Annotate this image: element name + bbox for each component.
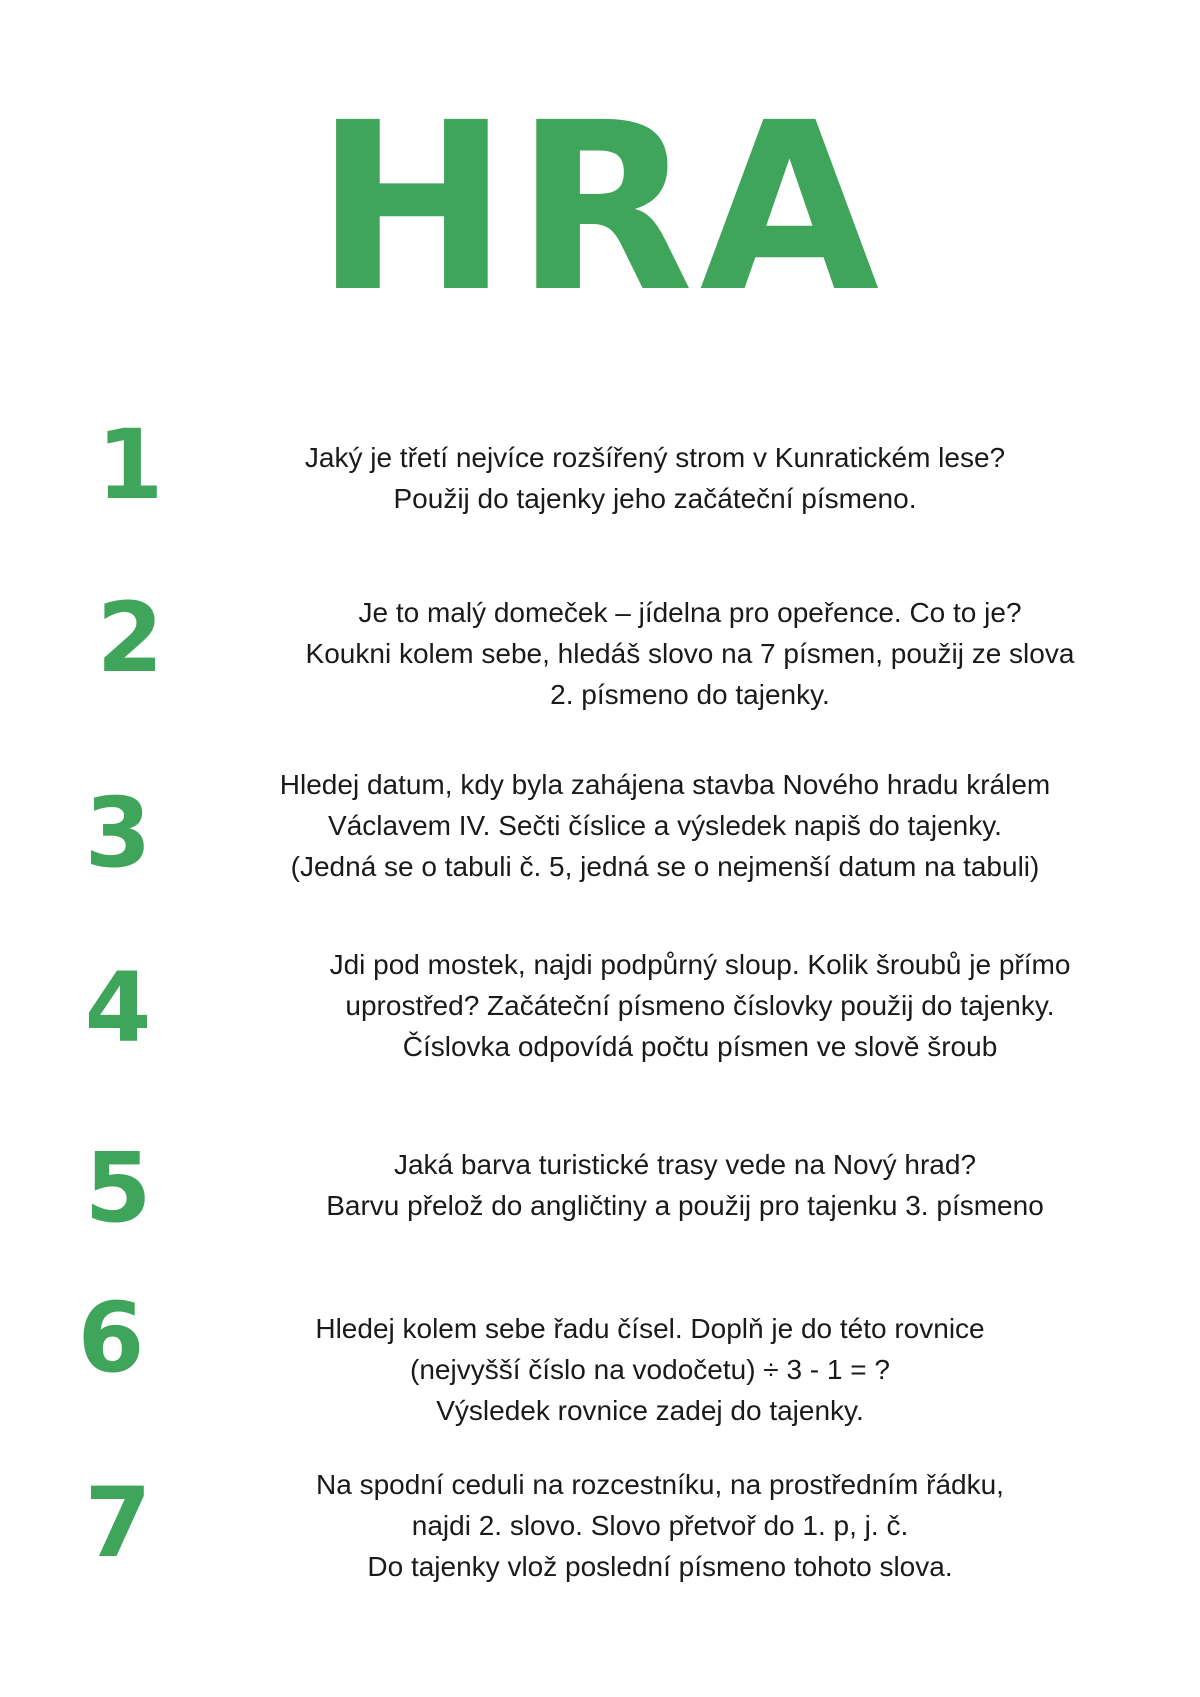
task-line: najdi 2. slovo. Slovo přetvoř do 1. p, j. č. — [411, 1510, 909, 1541]
task-text — [235, 944, 1165, 1067]
task-number: 2 — [96, 582, 164, 694]
task-line: 2. písmeno do tajenky. — [550, 679, 830, 710]
task-number: 5 — [84, 1132, 152, 1244]
task-text — [200, 1308, 1100, 1431]
task-number: 7 — [84, 1467, 152, 1579]
task-line: Číslovka odpovídá počtu písmen ve slově šroub — [402, 1031, 998, 1062]
task-line: Jdi pod mostek, najdi podpůrný sloup. Kolik šroubů je přímo — [329, 949, 1071, 980]
task-line: Použij do tajenky jeho začáteční písmeno. — [393, 483, 917, 514]
task-line: (nejvyšší číslo na vodočetu) ÷ 3 - 1 = ? — [410, 1354, 890, 1385]
task-text — [225, 1144, 1145, 1226]
task-number: 4 — [84, 952, 152, 1064]
task-number: 3 — [84, 777, 152, 889]
task-line: Je to malý domeček – jídelna pro opeřence. Co to je? — [358, 597, 1022, 628]
task-line: Koukni kolem sebe, hledáš slovo na 7 písmen, použij ze slova — [305, 638, 1075, 669]
task-line: Hledej datum, kdy byla zahájena stavba Nového hradu králem — [279, 769, 1051, 800]
task-line: Barvu přelož do angličtiny a použij pro tajenku 3. písmeno — [326, 1190, 1044, 1221]
task-number: 1 — [96, 409, 164, 521]
task-line: (Jedná se o tabuli č. 5, jedná se o nejmenší datum na tabuli) — [290, 851, 1040, 882]
task-text — [245, 437, 1065, 519]
task-line: Jaký je třetí nejvíce rozšířený strom v Kunratickém lese? — [304, 442, 1006, 473]
task-text — [200, 764, 1130, 887]
task-number: 6 — [77, 1282, 145, 1394]
task-line: Jaká barva turistické trasy vede na Nový hrad? — [393, 1149, 977, 1180]
task-line: Na spodní ceduli na rozcestníku, na prostředním řádku, — [316, 1469, 1004, 1500]
task-line: Václavem IV. Sečti číslice a výsledek napiš do tajenky. — [328, 810, 1002, 841]
task-line: Výsledek rovnice zadej do tajenky. — [436, 1395, 864, 1426]
task-line: Hledej kolem sebe řadu čísel. Doplň je do této rovnice — [315, 1313, 985, 1344]
page-title: HRA — [314, 73, 886, 343]
task-text — [230, 592, 1150, 715]
task-line: Do tajenky vlož poslední písmeno tohoto slova. — [367, 1551, 953, 1582]
task-line: uprostřed? Začáteční písmeno číslovky použij do tajenky. — [345, 990, 1055, 1021]
task-text — [210, 1464, 1110, 1587]
